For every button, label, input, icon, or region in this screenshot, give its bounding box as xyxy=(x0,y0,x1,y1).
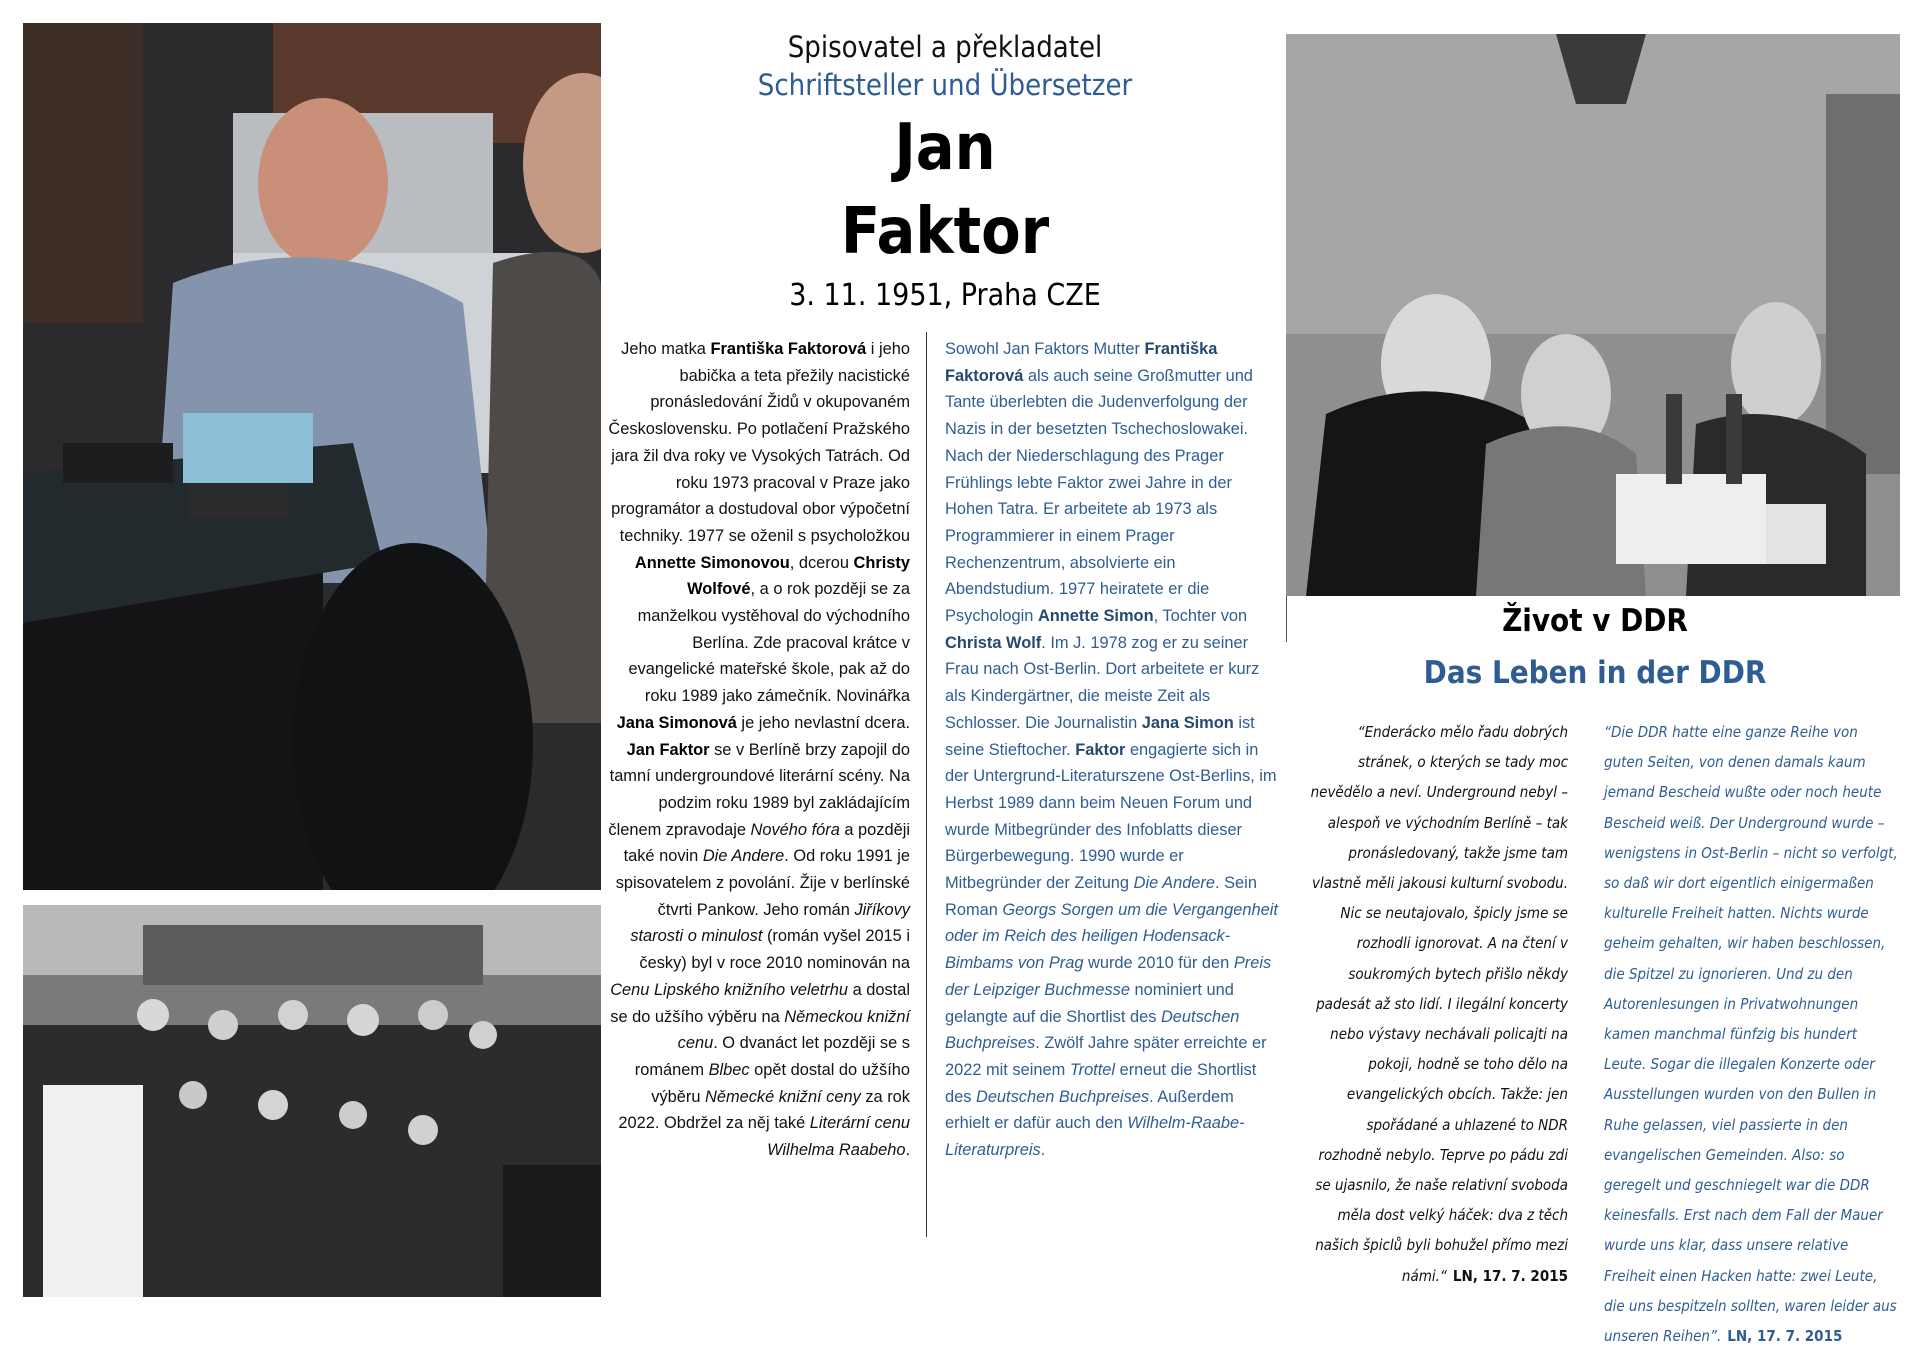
quote-german-source: LN, 17. 7. 2015 xyxy=(1727,1327,1843,1346)
biography-german: Sowohl Jan Faktors Mutter Františka Faktorová als auch seine Großmutter und Tante überlebten die Judenverfolgung der Nazis in der besetzten Tschechoslowakei. Nach der Niederschlagung des Prager Frühlings lebte Faktor zwei Jahre in der Hohen Tatra. Er arbeitete ab 1973 als Programmierer in einem Prager Rechenzentrum, absolvierte ein Abendstudium. 1977 heiratete er die Psychologin Annette Simon, Tochter von Christa Wolf. Im J. 1978 zog er zu seiner Frau nach Ost-Berlin. Dort arbeitete er kurz als Kindergärtner, die meiste Zeit als Schlosser. Die Journalistin Jana Simon ist seine Stieftocher. Faktor engagierte sich in der Untergrund-Literaturszene Ost-Berlins, im Herbst 1989 dann beim Neuen Forum und wurde Mitbegründer des Infoblatts dieser Bürgerbewegung. 1990 wurde er Mitbegründer der Zeitung Die Andere. Sein Roman Georgs Sorgen um die Vergangenheit oder im Reich des heiligen Hodensack-Bimbams von Prag wurde 2010 für den Preis der Leipziger Buchmesse nominiert und gelangte auf die Shortlist des Deutschen Buchpreises. Zwölf Jahre später erreichte er 2022 mit seinem Trottel erneut die Shortlist des Deutschen Buchpreises. Außerdem erhielt er dafür auch den Wilhelm-Raabe-Literaturpreis. xyxy=(945,340,1278,1160)
section-title-german: Das Leben in der DDR xyxy=(1423,655,1767,691)
photo-author-reading xyxy=(23,23,601,890)
photo-ddr-interior xyxy=(1286,34,1900,596)
quote-czech-text: “Enderácko mělo řadu dobrých stránek, o kterých se tady moc nevědělo a neví. Underground nebyl – alespoň ve východním Berlíně – tak pronásledovaný, takže jsme tam vlastně měli jakousi kulturní svobodu. Nic se neutajovalo, špicly jsme se rozhodli ignorovat. A na čtení v soukromých bytech přišlo někdy padesát až sto lidí. I ilegální koncerty nebo výstavy nechávali policajti na pokoji, hodně se toho dělo na evangelických obcích. Takže: jen spořádané a uhlazené to NDR rozhodně nebylo. Teprve po pádu zdi se ujasnilo, že naše relativní svoboda měla dost velký háček: dva z těch našich špiclů byli bohužel přímo mezi námi.“ xyxy=(1310,723,1568,1285)
quote-czech-source: LN, 17. 7. 2015 xyxy=(1452,1266,1568,1285)
author-first-name: Jan xyxy=(894,111,996,185)
photo-underground-group xyxy=(23,905,601,1297)
subtitle-czech: Spisovatel a překladatel xyxy=(787,30,1103,64)
biography-czech: Jeho matka Františka Faktorová i jeho babička a teta přežily nacistické pronásledování Židů v okupovaném Československu. Po potlačení Pražského jara žil dva roky ve Vysokých Tatrách. Od roku 1973 pracoval v Praze jako programátor a dostudoval obor výpočetní techniky. 1977 se oženil s psycholožkou Annette Simonovou, dcerou Christy Wolfové, a o rok později se za manželkou vystěhoval do východního Berlína. Zde pracoval krátce v evangelické mateřské škole, pak až do roku 1989 jako zámečník. Novinářka Jana Simonová je jeho nevlastní dcera. Jan Faktor se v Berlíně brzy zapojil do tamní undergroundové literární scény. Na podzim roku 1989 byl zakládajícím členem zpravodaje Nového fóra a později také novin Die Andere. Od roku 1991 je spisovatelem z povolání. Žije v berlínské čtvrti Pankow. Jeho román Jiříkovy starosti o minulost (román vyšel 2015 i česky) byl v roce 2010 nominován na Cenu Lipského knižního veletrhu a dostal se do užšího výběru na Německou knižní cenu. O dvanáct let později se s románem Blbec opět dostal do užšího výběru Německé knižní ceny za rok 2022. Obdržel za něj také Literární cenu Wilhelma Raabeho. xyxy=(608,340,910,1160)
quote-german-text: “Die DDR hatte eine ganze Reihe von guten Seiten, von denen damals kaum jemand Bescheid wußte oder noch heute Bescheid weiß. Der Underground wurde – wenigstens in Ost-Berlin – nicht so verfolgt, so daß wir dort eigentlich einigermaßen kulturelle Freiheit hatten. Nichts wurde geheim gehalten, wir haben beschlossen, die Spitzel zu ignorieren. Und zu den Autorenlesungen in Privatwohnungen kamen manchmal fünfzig bis hundert Leute. Sogar die illegalen Konzerte oder Ausstellungen wurden von den Bullen in Ruhe gelassen, viel passierte in den evangelischen Gemeinden. Also: so geregelt und geschniegelt war die DDR keinesfalls. Erst nach dem Fall der Mauer wurde uns klar, dass unsere relative Freiheit einen Hacken hatte: zwei Leute, die uns bespitzeln sollten, waren leider aus unseren Reihen”. xyxy=(1604,723,1898,1346)
section-title-czech: Život v DDR xyxy=(1502,603,1688,639)
subtitle-german: Schriftsteller und Übersetzer xyxy=(757,68,1133,102)
birth-date-place: 3. 11. 1951, Praha CZE xyxy=(789,278,1101,313)
column-divider xyxy=(926,332,927,1237)
author-last-name: Faktor xyxy=(840,195,1050,269)
quote-czech xyxy=(1300,717,1568,1291)
quote-german xyxy=(1604,717,1900,1351)
